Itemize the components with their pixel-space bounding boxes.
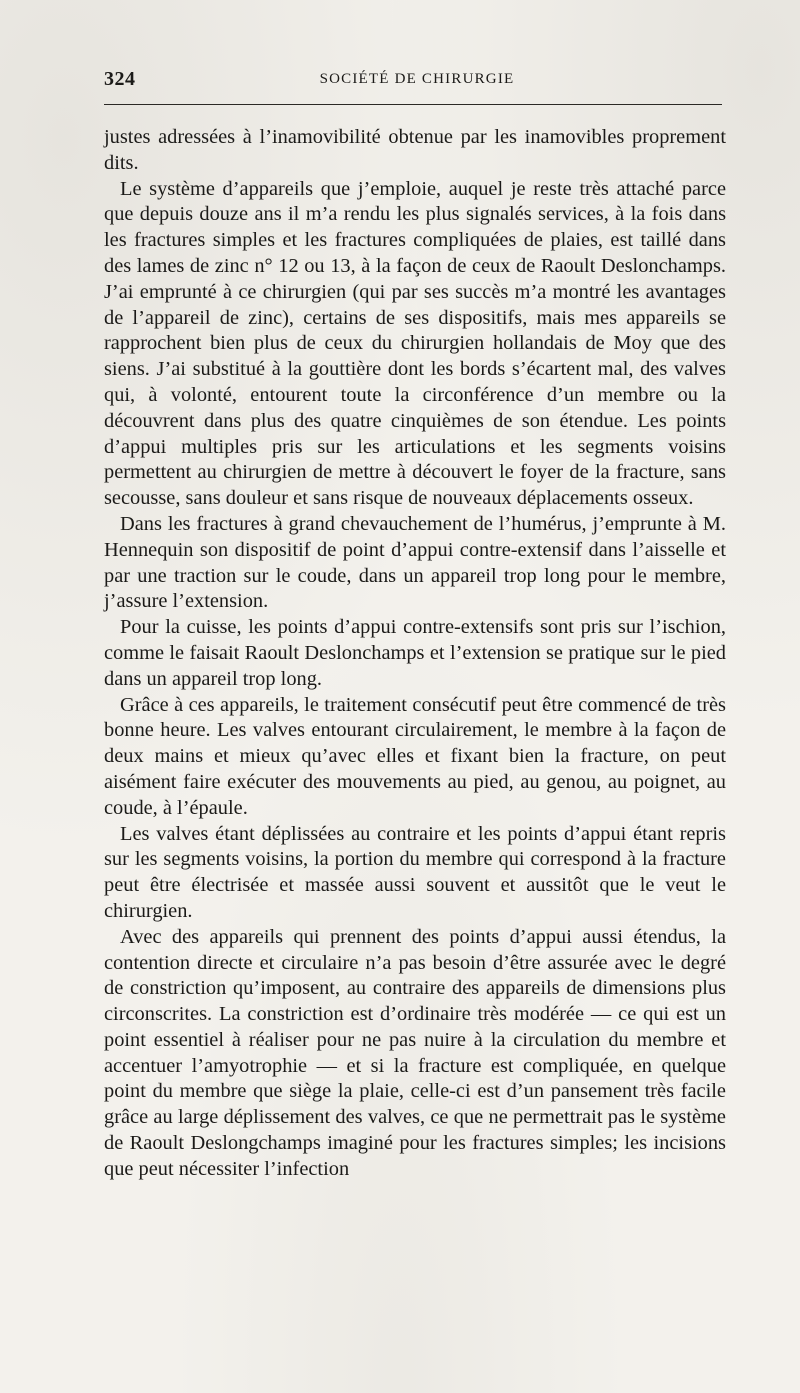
running-head <box>104 62 726 96</box>
paragraph: Les valves étant déplissées au contraire et les points d’appui étant repris sur les segments voisins, la portion du membre qui correspond à la fracture peut être électrisée et massée aussi souvent et aussitôt que le veut le chirurgien. <box>104 822 726 922</box>
paragraph: Grâce à ces appareils, le traitement consécutif peut être commencé de très bonne heure. Les valves entourant circulairement, le membre à la façon de deux mains et mieux qu’avec elles et fixant bien la fracture, on peut aisément faire exécuter des mouvements au pied, au genou, au poignet, au coude, à l’épaule. <box>104 693 726 819</box>
body-text <box>104 125 726 1183</box>
paragraph: Pour la cuisse, les points d’appui contre-extensifs sont pris sur l’ischion, comme le faisait Raoult Deslonchamps et l’extension se pratique sur le pied dans un appareil trop long. <box>104 616 726 690</box>
paragraph: Dans les fractures à grand chevauchement de l’humérus, j’emprunte à M. Hennequin son dispositif de point d’appui contre-extensif dans l’aisselle et par une traction sur le coude, dans un appareil trop long pour le membre, j’assure l’extension. <box>104 512 726 613</box>
page-number: 324 <box>104 68 136 90</box>
running-title: SOCIÉTÉ DE CHIRURGIE <box>319 71 515 87</box>
paragraph: justes adressées à l’inamovibilité obtenue par les inamovibles proprement dits. <box>104 126 726 174</box>
header-rule <box>104 104 722 105</box>
paragraph: Avec des appareils qui prennent des points d’appui aussi étendus, la contention directe et circulaire n’a pas besoin d’être assurée avec le degré de constriction qu’imposent, au contraire des appareils de dimensions plus circonscrites. La constriction est d’ordinaire très modérée — ce qui est un point essentiel à réaliser pour ne pas nuire à la circulation du membre et accentuer l’amyotrophie — et si la fracture est compliquée, en quelque point du membre que siège la plaie, celle-ci est d’un pansement très facile grâce au large déplissement des valves, ce que ne permettrait pas le système de Raoult Deslongchamps imaginé pour les fractures simples; les incisions que peut nécessiter l’infection <box>104 925 726 1180</box>
book-page <box>104 62 726 1183</box>
paragraph: Le système d’appareils que j’emploie, auquel je reste très attaché parce que depuis douze ans il m’a rendu les plus signalés services, à la fois dans les fractures simples et les fractures compliquées de plaies, est taillé dans des lames de zinc n° 12 ou 13, à la façon de ceux de Raoult Deslonchamps. J’ai emprunté à ce chirurgien (qui par ses succès m’a montré les avantages de l’appareil de zinc), certains de ses dispositifs, mais mes appareils se rapprochent bien plus de ceux du chirurgien hollandais de Moy que des siens. J’ai substitué à la gouttière dont les bords s’écartent mal, des valves qui, à volonté, entourent toute la circonférence d’un membre ou la découvrent dans plus des quatre cinquièmes de son étendue. Les points d’appui multiples pris sur les articulations et les segments voisins permettent au chirurgien de mettre à découvert le foyer de la fracture, sans secousse, sans douleur et sans risque de nouveaux déplacements osseux. <box>104 177 726 510</box>
